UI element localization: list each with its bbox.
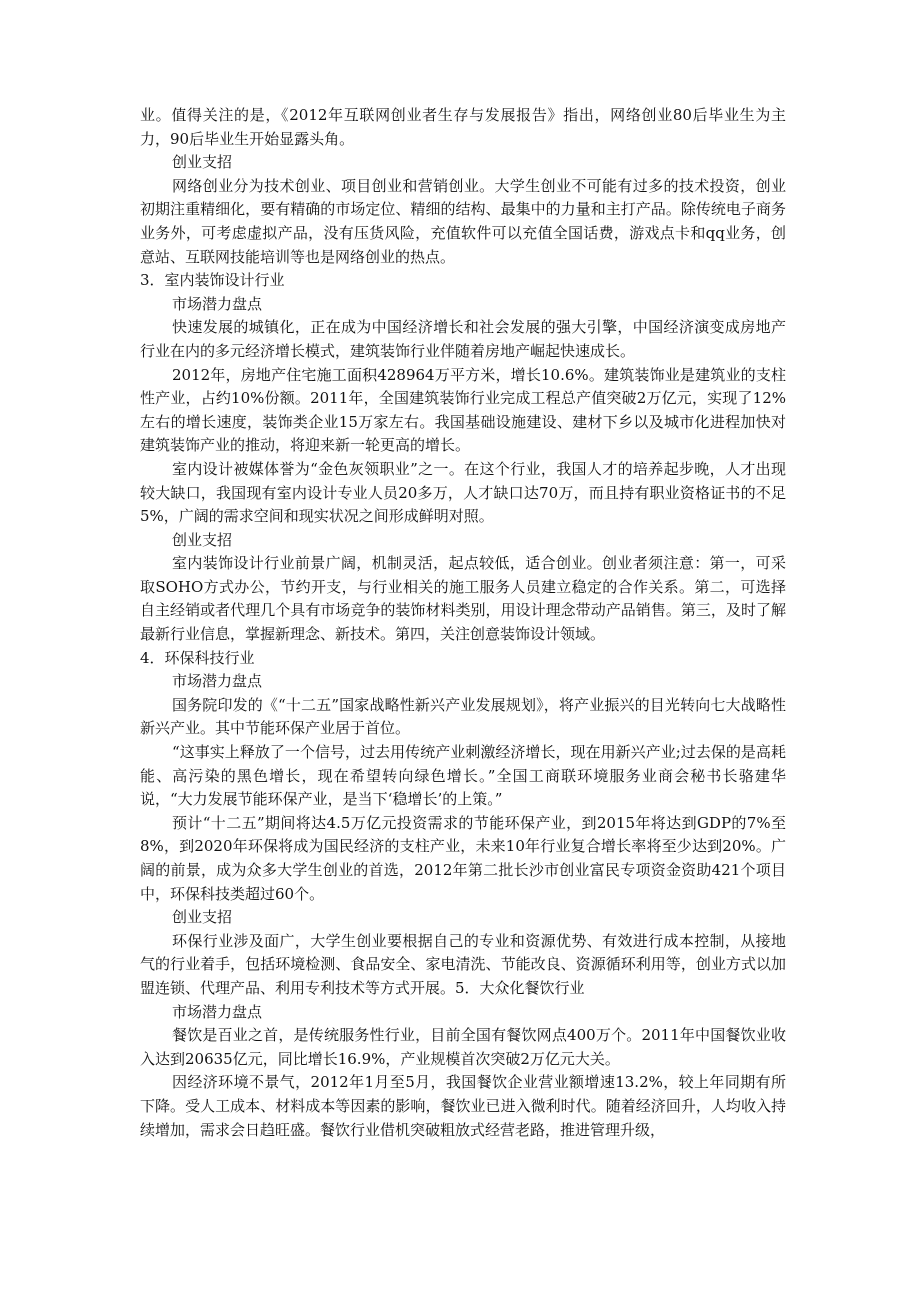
paragraph: 因经济环境不景气，2012年1月至5月，我国餐饮企业营业额增速13.2%，较上年同期有所下降。受人工成本、材料成本等因素的影响，餐饮业已进入微利时代。随着经济回升，人均收入持续增加，需求会日趋旺盛。餐饮行业借机突破粗放式经营老路，推进管理升级，: [140, 1073, 786, 1139]
paragraph: 环保行业涉及面广，大学生创业要根据自己的专业和资源优势、有效进行成本控制，从接地气的行业着手，包括环境检测、食品安全、家电清洗、节能改良、资源循环利用等，创业方式以加盟连锁、代理产品、利用专利技术等方式开展。5．大众化餐饮行业: [140, 931, 786, 997]
paragraph: 室内设计被媒体誉为“金色灰领职业”之一。在这个行业，我国人才的培养起步晚，人才出现较大缺口，我国现有室内设计专业人员20多万，人才缺口达70万，而且持有职业资格证书的不足5%，广阔的需求空间和现实状况之间形成鲜明对照。: [140, 459, 786, 526]
subheading-market: 市场潜力盘点: [172, 294, 263, 313]
subheading-market: 市场潜力盘点: [172, 672, 263, 691]
paragraph-continued: 业。值得关注的是，《2012年互联网创业者生存与发展报告》指出，网络创业80后毕业生为主力，90后毕业生开始显露头角。: [140, 106, 786, 148]
paragraph: “这事实上释放了一个信号，过去用传统产业刺激经济增长，现在用新兴产业;过去保的是高耗能、高污染的黑色增长，现在希望转向绿色增长。”全国工商联环境服务业商会秘书长骆建华说，“大力发展节能环保产业，是当下‘稳增长’的上策。”: [140, 743, 786, 809]
document-page: [140, 104, 786, 1142]
paragraph: 2012年，房地产住宅施工面积428964万平方米，增长10.6%。建筑装饰业是建筑业的支柱性产业，占约10%份额。2011年，全国建筑装饰行业完成工程总产值突破2万亿元，实现了12%左右的增长速度，装饰类企业15万家左右。我国基础设施建设、建材下乡以及城市化进程加快对建筑装饰产业的推动，将迎来新一轮更高的增长。: [140, 365, 786, 455]
paragraph: 餐饮是百业之首，是传统服务性行业，目前全国有餐饮网点400万个。2011年中国餐饮业收入达到20635亿元，同比增长16.9%，产业规模首次突破2万亿元大关。: [140, 1026, 786, 1068]
subheading-tips: 创业支招: [172, 908, 233, 927]
subheading-market: 市场潜力盘点: [172, 1002, 263, 1021]
subheading-tips: 创业支招: [172, 153, 233, 172]
paragraph: 快速发展的城镇化，正在成为中国经济增长和社会发展的强大引擎，中国经济演变成房地产行业在内的多元经济增长模式，建筑装饰行业伴随着房地产崛起快速成长。: [140, 318, 786, 360]
section-heading: 3．室内装饰设计行业: [140, 271, 285, 290]
paragraph: 网络创业分为技术创业、项目创业和营销创业。大学生创业不可能有过多的技术投资，创业初期注重精细化，要有精确的市场定位、精细的结构、最集中的力量和主打产品。除传统电子商务业务外，可考虑虚拟产品，没有压货风险，充值软件可以充值全国话费，游戏点卡和qq业务，创意站、互联网技能培训等也是网络创业的热点。: [140, 176, 786, 266]
paragraph: 预计“十二五”期间将达4.5万亿元投资需求的节能环保产业，到2015年将达到GDP的7%至8%，到2020年环保将成为国民经济的支柱产业，未来10年行业复合增长率将至少达到20%。广阔的前景，成为众多大学生创业的首选，2012年第二批长沙市创业富民专项资金资助421个项目中，环保科技类超过60个。: [140, 813, 786, 903]
paragraph: 国务院印发的《“十二五”国家战略性新兴产业发展规划》，将产业振兴的目光转向七大战略性新兴产业。其中节能环保产业居于首位。: [140, 695, 786, 738]
paragraph: 室内装饰设计行业前景广阔，机制灵活，起点较低，适合创业。创业者须注意：第一，可采取SOHO方式办公，节约开支，与行业相关的施工服务人员建立稳定的合作关系。第二，可选择自主经销或者代理几个具有市场竞争的装饰材料类别，用设计理念带动产品销售。第三，及时了解最新行业信息，掌握新理念、新技术。第四，关注创意装饰设计领域。: [140, 554, 786, 644]
subheading-tips: 创业支招: [172, 530, 233, 549]
section-heading: 4．环保科技行业: [140, 648, 255, 667]
